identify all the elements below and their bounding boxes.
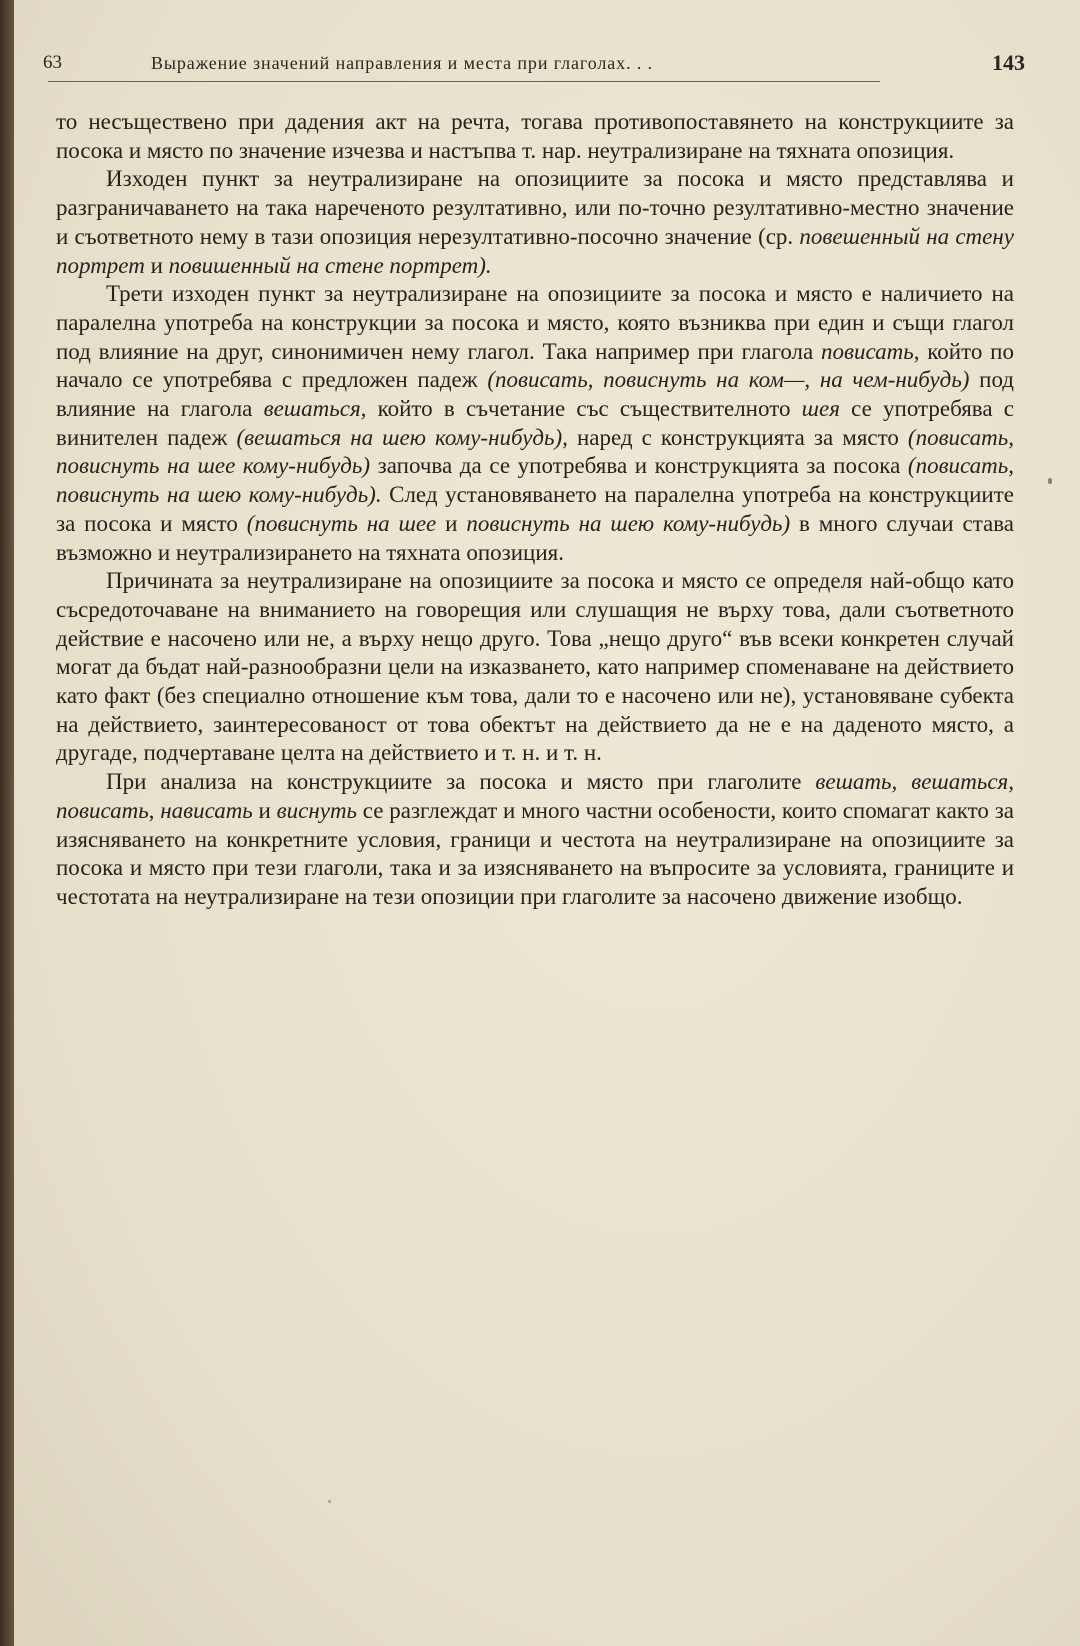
text-run: и bbox=[436, 510, 467, 536]
header-rule bbox=[48, 81, 880, 82]
italic-example: вешаться, bbox=[263, 396, 367, 422]
text-run: се разглеждат и много частни особености, които спомагат както за изясняването на конкретните условия, граници и честота на неутрализиране на опозициите за посока и място при тези глаголи, така и за изясняването на въпросите за условията, границите и честотата на неутрализиране на тези опозиции при глаголите за насочено движение изобщо. bbox=[56, 797, 1014, 909]
page-number: 143 bbox=[992, 50, 1025, 75]
text-run: Причината за неутрализиране на опозициите за посока и място се определя най-общо като съсредоточаване на вниманието на говорещия или слушащия не върху това, дали съответното действие е насочено или не, а върху нещо друго. Това „нещо друго“ във всеки конкретен случай могат да бъдат най-разнообразни цели на изказването, като например споменаване на действието като факт (без специално отношение към това, дали то е насочено или не), установяване субекта на действието, заинтересованост от това обектът на действието да не е на даденото място, а другаде, подчертаване целта на действието и т. н. и т. н. bbox=[56, 568, 1014, 766]
paper-speck bbox=[1048, 478, 1052, 484]
text-run: наред с конструкцията за място bbox=[567, 424, 908, 450]
italic-example: повиснуть на шею кому-нибудь) bbox=[466, 510, 791, 536]
text-run: се употребява с винителен падеж bbox=[56, 396, 1014, 450]
paper-speck bbox=[328, 1500, 331, 1503]
text-run: , който по начало се употребява с предложен падеж bbox=[56, 338, 1014, 393]
italic-example: (повисать, повиснуть на шее кому-нибудь) bbox=[56, 424, 1014, 479]
text-run: При анализа на конструкциите за посока и място при глаголите bbox=[106, 769, 816, 795]
italic-example: (повиснуть на шее bbox=[246, 510, 437, 536]
text-run: Изходен пункт за неутрализиране на опозициите за посока и място представлява и разграничаването на така нареченото резултативно, или по-точно резултативно-местно значение и съответното нему в тази опозиция нерезултативно-посочно значение (ср. bbox=[56, 166, 1014, 249]
paragraph bbox=[56, 280, 1014, 567]
italic-example: вешать, вешаться, повисать, нависать bbox=[56, 769, 1014, 823]
italic-example: виснуть bbox=[276, 797, 358, 823]
section-number: 63 bbox=[43, 52, 62, 73]
running-header bbox=[40, 50, 1025, 78]
paragraph bbox=[56, 165, 1014, 280]
italic-example: повешенный на стену портрет bbox=[56, 223, 1014, 278]
running-title: Выражение значений направления и места при глаголах. . . bbox=[151, 53, 654, 73]
body-text bbox=[56, 108, 1014, 912]
text-run: в много случаи става възможно и неутрализирането на тяхната опозиция. bbox=[56, 510, 1014, 565]
italic-example: повисать bbox=[821, 338, 914, 364]
text-run: който в съчетание със съществителното bbox=[366, 396, 802, 422]
paragraph bbox=[56, 768, 1014, 912]
italic-example: (повисать, повиснуть на ком—, на чем-нибудь) bbox=[487, 367, 970, 393]
text-run: и bbox=[252, 797, 277, 823]
text-run: Трети изходен пункт за неутрализиране на опозициите за посока и място е наличието на паралелна употреба на конструкции за посока и място, която възниква при един и същи глагол под влияние на друг, синонимичен нему глагол. Така например при глагола bbox=[56, 281, 1014, 364]
italic-example: повишенный на стене портрет). bbox=[168, 252, 492, 278]
paragraph bbox=[56, 108, 1014, 165]
italic-example: шея bbox=[801, 396, 840, 422]
text-run: под влияние на глагола bbox=[56, 367, 1014, 422]
text-run: и bbox=[144, 252, 169, 278]
text-run: След установяването на паралелна употреба на конструкциите за посока и място bbox=[56, 482, 1014, 536]
text-run: започва да се употребява и конструкцията за посока bbox=[370, 453, 908, 479]
book-spine-shadow bbox=[0, 0, 14, 1646]
italic-example: (повисать, повиснуть на шею кому-нибудь). bbox=[56, 453, 1014, 508]
text-run: то несъществено при дадения акт на речта, тогава противопоставянето на конструкциите за посока и място по значение изчезва и настъпва т. нар. неутрализиране на тяхната опозиция. bbox=[56, 109, 1014, 163]
italic-example: (вешаться на шею кому-нибудь), bbox=[236, 424, 568, 450]
paragraph bbox=[56, 567, 1014, 768]
